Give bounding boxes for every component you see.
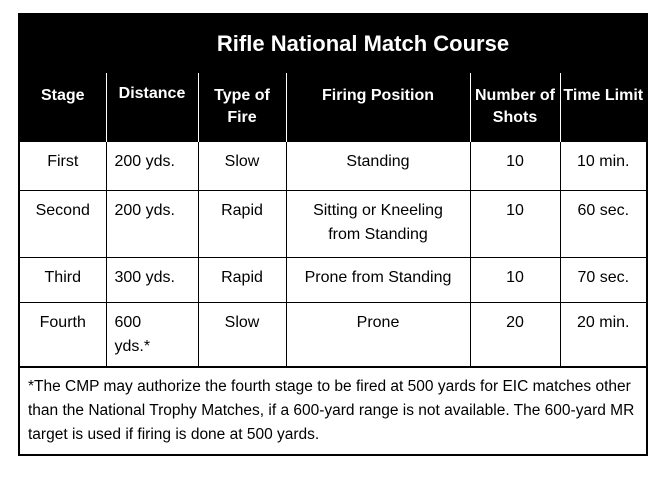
column-header-time-limit: Time Limit — [560, 73, 646, 141]
course-table — [20, 73, 646, 367]
cell-firing-position: Prone from Standing — [286, 257, 470, 302]
cell-type-of-fire: Slow — [198, 302, 286, 366]
cell-number-of-shots: 20 — [470, 302, 560, 366]
cell-stage: Third — [20, 257, 106, 302]
column-header-distance: Distance — [106, 73, 198, 141]
cell-distance: 600 yds.* — [106, 302, 198, 366]
cell-time-limit: 20 min. — [560, 302, 646, 366]
cell-stage: Fourth — [20, 302, 106, 366]
cell-number-of-shots: 10 — [470, 141, 560, 190]
cell-stage: First — [20, 141, 106, 190]
match-course-table — [18, 13, 648, 456]
cell-time-limit: 10 min. — [560, 141, 646, 190]
cell-distance: 200 yds. — [106, 141, 198, 190]
cell-distance: 300 yds. — [106, 257, 198, 302]
header-row — [20, 73, 646, 141]
table-row — [20, 141, 646, 190]
cell-number-of-shots: 10 — [470, 257, 560, 302]
cell-time-limit: 70 sec. — [560, 257, 646, 302]
cell-firing-position: Sitting or Kneeling from Standing — [286, 190, 470, 257]
table-row — [20, 257, 646, 302]
table-row — [20, 302, 646, 366]
cell-number-of-shots: 10 — [470, 190, 560, 257]
cell-distance: 200 yds. — [106, 190, 198, 257]
column-header-stage: Stage — [20, 73, 106, 141]
cell-type-of-fire: Slow — [198, 141, 286, 190]
cell-time-limit: 60 sec. — [560, 190, 646, 257]
cell-firing-position: Standing — [286, 141, 470, 190]
cell-type-of-fire: Rapid — [198, 257, 286, 302]
column-header-type-of-fire: Type of Fire — [198, 73, 286, 141]
cell-type-of-fire: Rapid — [198, 190, 286, 257]
table-title: Rifle National Match Course — [216, 31, 510, 56]
footnote: *The CMP may authorize the fourth stage to be fired at 500 yards for EIC matches other than the National Trophy Matches, if a 600-yard range is not available. The 600-yard MR target is used if firing is done at 500 yards. — [20, 367, 646, 447]
column-header-number-of-shots: Number of Shots — [470, 73, 560, 141]
cell-firing-position: Prone — [286, 302, 470, 366]
table-title-bar — [20, 15, 646, 73]
table-row — [20, 190, 646, 257]
cell-stage: Second — [20, 190, 106, 257]
column-header-firing-position: Firing Position — [286, 73, 470, 141]
